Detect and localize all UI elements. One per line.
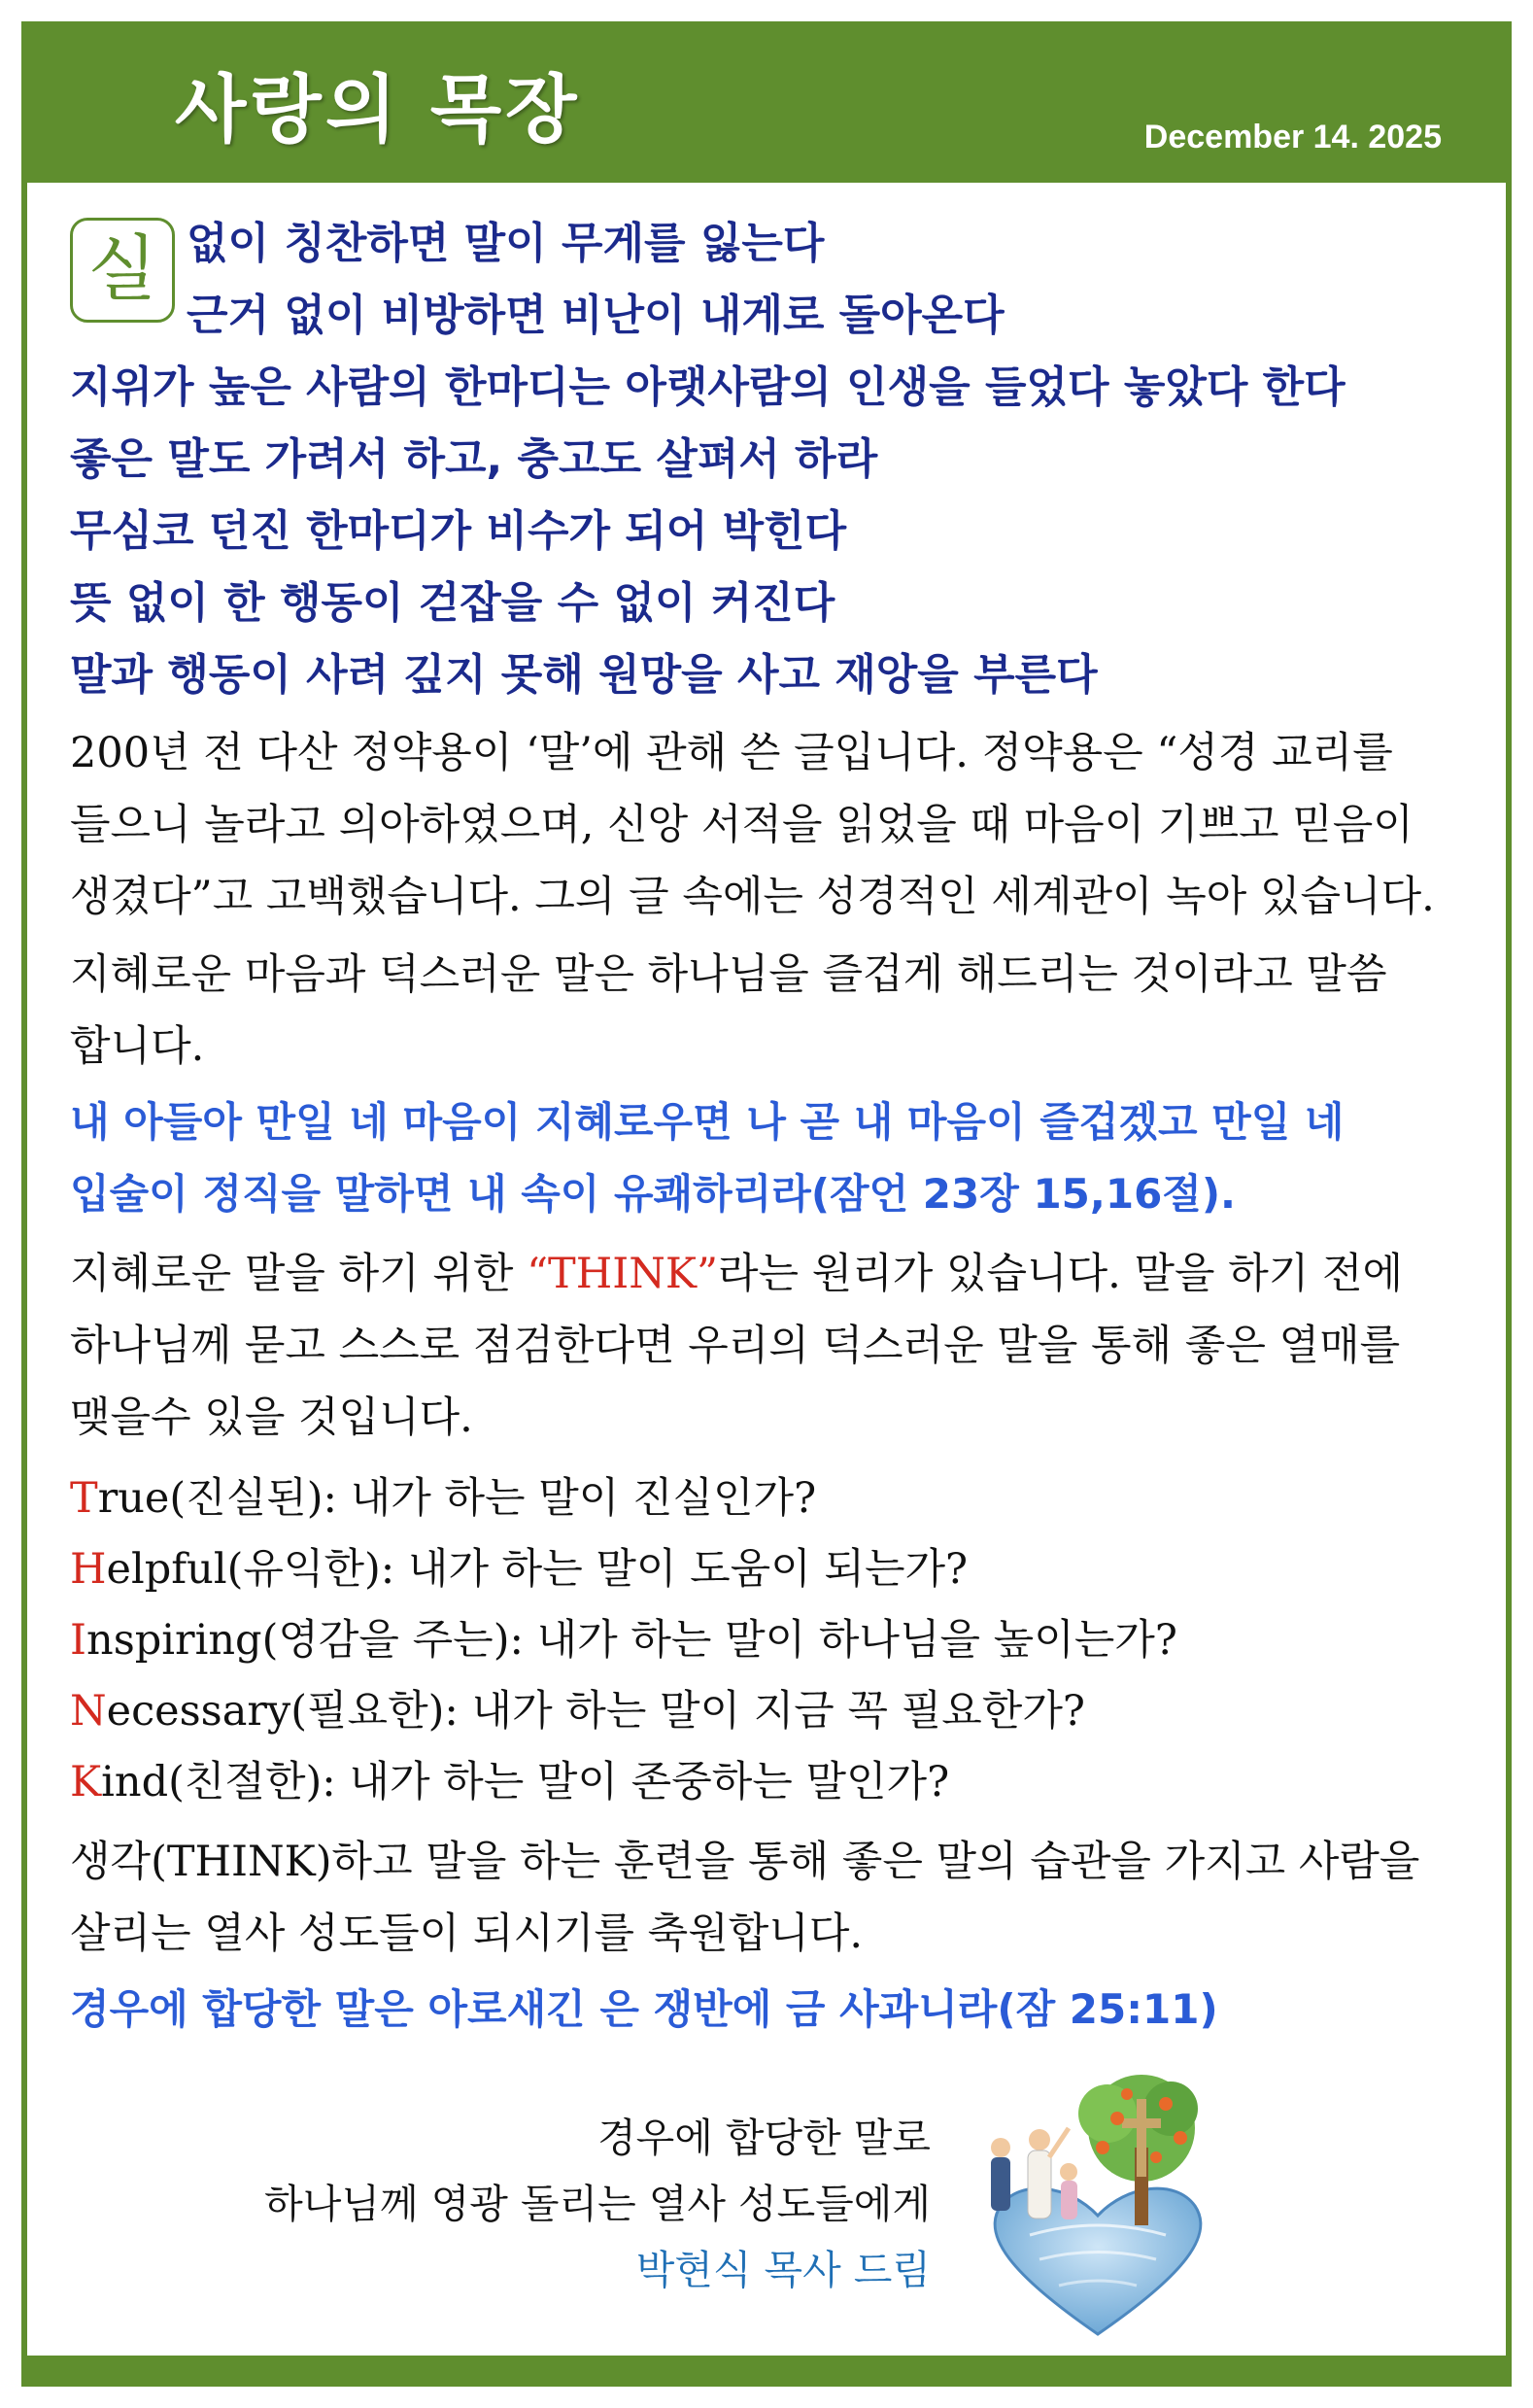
paragraph-line: 200년 전 다산 정약용이 ‘말’에 관해 쓴 글입니다. 정약용은 “성경 교리를 <box>70 729 1393 777</box>
think-initial: K <box>70 1758 102 1806</box>
paragraph-line: 지혜로운 마음과 덕스러운 말은 하나님을 즐겁게 해드리는 것이라고 말씀 <box>70 950 1387 999</box>
think-text: elpful(유익한): 내가 하는 말이 도움이 되는가? <box>106 1545 969 1594</box>
paragraph-line: 들으니 놀라고 의아하였으며, 신앙 서적을 읽었을 때 마음이 기쁘고 믿음이 <box>70 801 1414 849</box>
poem-line: 무심코 던진 한마디가 비수가 되어 박힌다 <box>70 506 847 556</box>
paragraph-closing <box>70 1826 1479 1970</box>
paragraph-line: 맺을수 있을 것입니다. <box>70 1393 473 1442</box>
issue-date: December 14. 2025 <box>1143 119 1442 155</box>
paragraph-line: 합니다. <box>70 1022 205 1071</box>
think-initial: T <box>70 1474 98 1523</box>
header-banner <box>21 21 1512 183</box>
bottom-bar <box>21 2356 1512 2387</box>
signature-block <box>264 2105 931 2303</box>
signature-author: 박현식 목사 드림 <box>635 2247 931 2293</box>
poem-line: 말과 행동이 사려 깊지 못해 원망을 사고 재앙을 부른다 <box>70 650 1098 700</box>
think-intro-text: 지혜로운 말을 하기 위한 <box>70 1250 528 1298</box>
dropcap: 실 <box>70 218 175 323</box>
verse-proverbs-23 <box>70 1086 1479 1230</box>
page-title: 사랑의 목장 <box>175 66 581 153</box>
think-initial: N <box>70 1687 107 1736</box>
paragraph-wisdom <box>70 939 1479 1083</box>
poem <box>70 208 1479 711</box>
poem-line: 지위가 높은 사람의 한마디는 아랫사람의 인생을 들었다 놓았다 한다 <box>70 362 1346 412</box>
think-initial: I <box>70 1616 86 1665</box>
poem-line: 근거 없이 비방하면 비난이 내게로 돌아온다 <box>187 291 1005 340</box>
paragraph-line <box>70 1238 1479 1310</box>
think-keyword: “THINK” <box>527 1250 718 1298</box>
verse-line: 내 아들아 만일 네 마음이 지혜로우면 나 곧 내 마음이 즐겁겠고 만일 네 <box>70 1098 1345 1146</box>
poem-line: 없이 칭찬하면 말이 무게를 잃는다 <box>187 219 825 268</box>
paragraph-line: 하나님께 묻고 스스로 점검한다면 우리의 덕스러운 말을 통해 좋은 열매를 <box>70 1322 1401 1370</box>
think-initial: H <box>70 1545 107 1594</box>
heart-shape <box>995 2188 1201 2334</box>
signature-line: 하나님께 영광 돌리는 열사 성도들에게 <box>264 2181 931 2227</box>
paragraph-dasan <box>70 717 1479 933</box>
poem-line: 좋은 말도 가려서 하고, 충고도 살펴서 하라 <box>70 434 878 484</box>
verse-line: 입술이 정직을 말하면 내 속이 유쾌하리라(잠언 23장 15,16절). <box>70 1170 1237 1218</box>
person-figure <box>1060 2163 1077 2219</box>
article-body <box>70 208 1479 2046</box>
paragraph-line: 생각(THINK)하고 말을 하는 훈련을 통해 좋은 말의 습관을 가지고 사람을 <box>70 1838 1420 1886</box>
think-item-necessary <box>70 1676 1479 1747</box>
signature-line: 경우에 합당한 말로 <box>597 2115 931 2161</box>
verse-proverbs-25: 경우에 합당한 말은 아로새긴 은 쟁반에 금 사과니라(잠 25:11) <box>70 1985 1218 2033</box>
think-text: ind(친절한): 내가 하는 말이 존중하는 말인가? <box>101 1758 950 1806</box>
think-intro-text: 라는 원리가 있습니다. 말을 하기 전에 <box>717 1250 1404 1298</box>
paragraph-line: 생겼다”고 고백했습니다. 그의 글 속에는 성경적인 세계관이 녹아 있습니다. <box>70 873 1435 921</box>
think-list <box>70 1463 1479 1818</box>
think-item-helpful <box>70 1534 1479 1605</box>
person-figure <box>991 2138 1010 2211</box>
think-text: nspiring(영감을 주는): 내가 하는 말이 하나님을 높이는가? <box>86 1616 1177 1665</box>
poem-line: 뜻 없이 한 행동이 걷잡을 수 없이 커진다 <box>70 578 835 628</box>
paragraph-think <box>70 1238 1479 1454</box>
think-item-true <box>70 1463 1479 1534</box>
think-item-inspiring <box>70 1605 1479 1676</box>
think-text: rue(진실된): 내가 하는 말이 진실인가? <box>97 1474 817 1523</box>
paragraph-line: 살리는 열사 성도들이 되시기를 축원합니다. <box>70 1909 864 1958</box>
heart-tree-people-illustration <box>971 2070 1224 2342</box>
think-text: ecessary(필요한): 내가 하는 말이 지금 꼭 필요한가? <box>106 1687 1085 1736</box>
think-item-kind <box>70 1747 1479 1818</box>
